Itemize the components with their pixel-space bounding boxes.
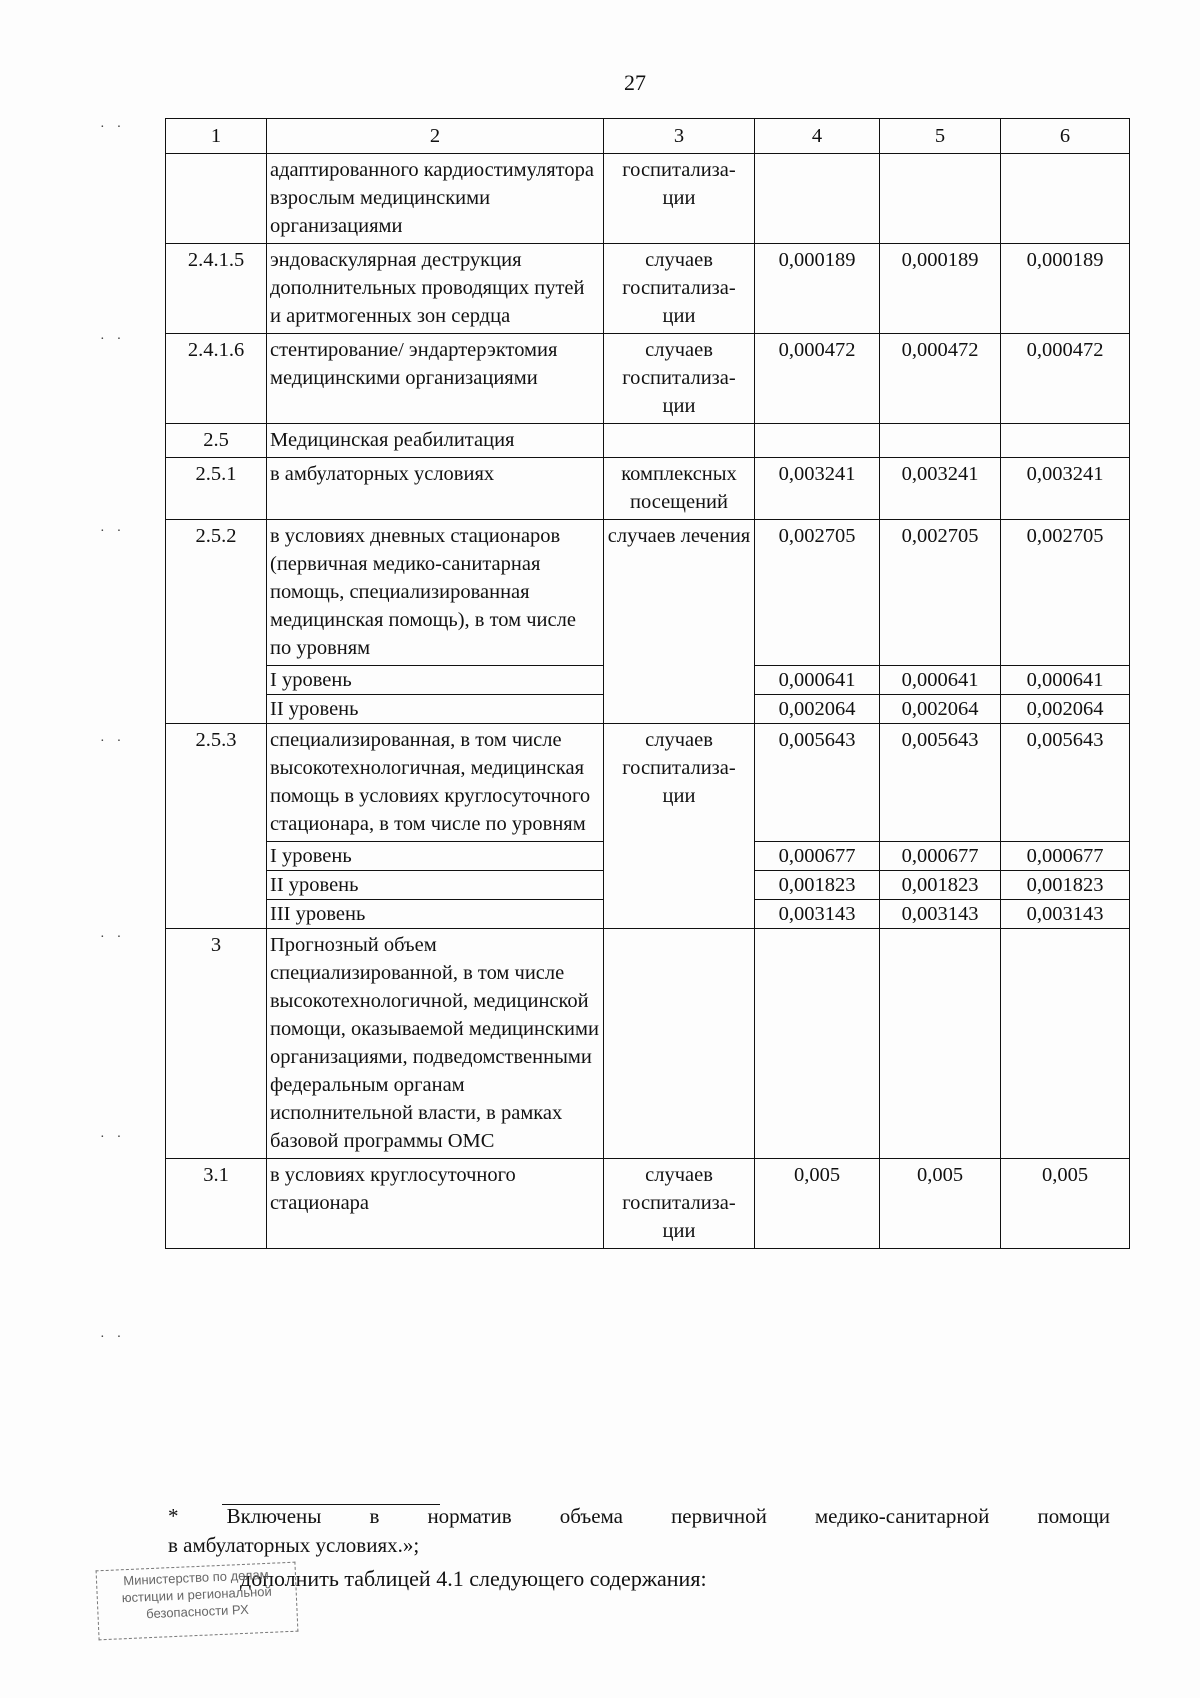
row-value-col4: 0,005 [755, 1159, 880, 1249]
row-value-col5: 0,002064 [880, 695, 1001, 724]
row-name: I уровень [267, 842, 604, 871]
row-value-col4: 0,000472 [755, 334, 880, 424]
column-number: 3 [604, 119, 755, 154]
row-value-col5: 0,000641 [880, 666, 1001, 695]
table-row [166, 929, 1130, 1159]
row-value-col4: 0,000189 [755, 244, 880, 334]
row-unit: случаев госпитализа-ции [604, 244, 755, 334]
row-name: Прогнозный объем специализированной, в том числе высокотехнологичной, медицинской помощи, оказываемой медицинскими организациями, подведомственными федеральным органам исполнительной власти, в рамках базовой программы ОМС [267, 929, 604, 1159]
row-value-col4: 0,002064 [755, 695, 880, 724]
row-number: 2.5.3 [166, 724, 267, 929]
column-number: 6 [1001, 119, 1130, 154]
row-name: II уровень [267, 871, 604, 900]
row-name: адаптированного кардиостимулятора взрослым медицинскими организациями [267, 154, 604, 244]
column-number: 1 [166, 119, 267, 154]
row-name: специализированная, в том числе высокотехнологичная, медицинская помощь в условиях круглосуточного стационара, в том числе по уровням [267, 724, 604, 842]
row-value-col5 [880, 929, 1001, 1159]
table-row [166, 520, 1130, 666]
row-value-col6: 0,003143 [1001, 900, 1130, 929]
stamp-line: Министерство по делам [123, 1566, 269, 1589]
row-value-col4: 0,000677 [755, 842, 880, 871]
row-name: эндоваскулярная деструкция дополнительных проводящих путей и аритмогенных зон сердца [267, 244, 604, 334]
row-number: 3.1 [166, 1159, 267, 1249]
table-row [166, 334, 1130, 424]
row-value-col5: 0,000189 [880, 244, 1001, 334]
row-value-col5: 0,000472 [880, 334, 1001, 424]
row-name: в условиях круглосуточного стационара [267, 1159, 604, 1249]
column-number: 4 [755, 119, 880, 154]
footnote-continuation: в амбулаторных условиях.»; [168, 1533, 420, 1557]
stamp-line: юстиции и региональной [121, 1583, 273, 1606]
row-value-col4 [755, 154, 880, 244]
row-value-col4: 0,005643 [755, 724, 880, 842]
table-row [166, 424, 1130, 458]
row-value-col5: 0,005643 [880, 724, 1001, 842]
row-value-col6: 0,001823 [1001, 871, 1130, 900]
row-name: Медицинская реабилитация [267, 424, 604, 458]
row-value-col6: 0,005 [1001, 1159, 1130, 1249]
column-number: 5 [880, 119, 1001, 154]
table-header-row [166, 119, 1130, 154]
column-number: 2 [267, 119, 604, 154]
row-value-col5 [880, 154, 1001, 244]
table-row [166, 154, 1130, 244]
row-value-col6 [1001, 929, 1130, 1159]
row-value-col5: 0,000677 [880, 842, 1001, 871]
row-value-col4: 0,001823 [755, 871, 880, 900]
row-value-col6: 0,002064 [1001, 695, 1130, 724]
page-number: 27 [624, 70, 646, 95]
row-unit: госпитализа-ции [604, 154, 755, 244]
row-value-col6: 0,000189 [1001, 244, 1130, 334]
row-name: III уровень [267, 900, 604, 929]
row-unit: случаев госпитализа-ции [604, 724, 755, 929]
row-number [166, 154, 267, 244]
instruction-text: дополнить таблицей 4.1 следующего содержания: [240, 1566, 707, 1591]
row-value-col5: 0,002705 [880, 520, 1001, 666]
footnote: * Включены в норматив объема первичной медико-санитарной помощи [168, 1504, 1110, 1528]
table-row [166, 1159, 1130, 1249]
row-value-col4: 0,003241 [755, 458, 880, 520]
row-value-col4: 0,000641 [755, 666, 880, 695]
row-value-col6: 0,000677 [1001, 842, 1130, 871]
row-value-col4: 0,003143 [755, 900, 880, 929]
row-value-col6: 0,000472 [1001, 334, 1130, 424]
row-value-col6: 0,002705 [1001, 520, 1130, 666]
stamp-line: безопасности РХ [145, 1601, 250, 1622]
row-unit: случаев госпитализа-ции [604, 1159, 755, 1249]
row-value-col6: 0,003241 [1001, 458, 1130, 520]
row-unit [604, 929, 755, 1159]
row-value-col5: 0,001823 [880, 871, 1001, 900]
table-row [166, 244, 1130, 334]
row-number: 3 [166, 929, 267, 1159]
norms-table [165, 118, 1130, 1249]
row-value-col6: 0,000641 [1001, 666, 1130, 695]
table-row [166, 724, 1130, 842]
row-value-col6 [1001, 154, 1130, 244]
table-row [166, 458, 1130, 520]
row-value-col4 [755, 929, 880, 1159]
row-number: 2.5.1 [166, 458, 267, 520]
row-value-col5: 0,005 [880, 1159, 1001, 1249]
row-value-col6: 0,005643 [1001, 724, 1130, 842]
row-number: 2.5 [166, 424, 267, 458]
row-value-col5: 0,003241 [880, 458, 1001, 520]
row-unit: случаев лечения [604, 520, 755, 724]
row-unit: комплексных посещений [604, 458, 755, 520]
row-unit: случаев госпитализа-ции [604, 334, 755, 424]
row-value-col5: 0,003143 [880, 900, 1001, 929]
row-number: 2.5.2 [166, 520, 267, 724]
row-value-col4 [755, 424, 880, 458]
row-name: в амбулаторных условиях [267, 458, 604, 520]
row-name: в условиях дневных стационаров (первичная медико-санитарная помощь, специализированная медицинская помощь), в том числе по уровням [267, 520, 604, 666]
row-name: стентирование/ эндартерэктомия медицинскими организациями [267, 334, 604, 424]
ministry-stamp [96, 1562, 299, 1641]
row-value-col6 [1001, 424, 1130, 458]
row-value-col4: 0,002705 [755, 520, 880, 666]
row-unit [604, 424, 755, 458]
row-number: 2.4.1.6 [166, 334, 267, 424]
row-name: I уровень [267, 666, 604, 695]
row-name: II уровень [267, 695, 604, 724]
row-value-col5 [880, 424, 1001, 458]
row-number: 2.4.1.5 [166, 244, 267, 334]
